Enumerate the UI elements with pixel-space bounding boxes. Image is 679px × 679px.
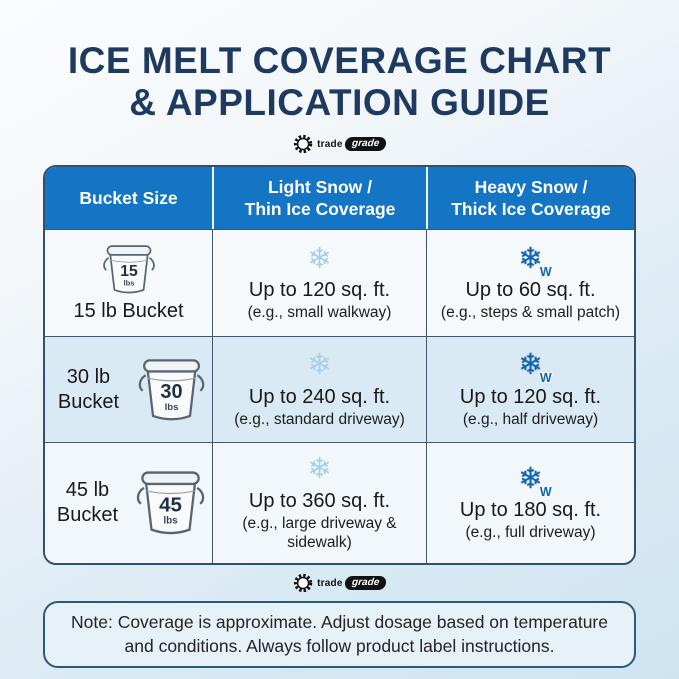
title-line-2: & APPLICATION GUIDE <box>129 82 550 124</box>
table-row-15lb <box>45 229 634 336</box>
table-row-30lb <box>45 336 634 442</box>
svg-text:30: 30 <box>160 380 183 403</box>
brand-logo-bottom <box>0 570 679 596</box>
brand-logo-top <box>0 131 679 157</box>
coverage-example: (e.g., standard driveway) <box>234 410 405 428</box>
coverage-example: (e.g., full driveway) <box>465 524 596 542</box>
coverage-value: Up to 120 sq. ft. <box>248 279 391 302</box>
table-row-45lb <box>45 442 634 563</box>
bucket-icon <box>101 243 157 296</box>
coverage-value: Up to 360 sq. ft. <box>248 489 391 512</box>
winter-w-mark: W <box>539 484 552 499</box>
logo-badge-grade: grade <box>344 576 387 590</box>
snowflake-heavy-icon: ❄ W <box>518 242 552 279</box>
heavy-snow-cell-45lb <box>426 443 634 563</box>
logo-text-trade: trade <box>317 138 343 150</box>
light-snow-cell-30lb <box>212 337 426 442</box>
coverage-value: Up to 180 sq. ft. <box>459 499 602 522</box>
bucket-cell-45lb <box>45 443 212 563</box>
light-snow-cell-45lb <box>212 443 426 563</box>
svg-text:lbs: lbs <box>164 401 179 413</box>
svg-text:45: 45 <box>159 493 182 517</box>
note-box <box>43 601 636 668</box>
col-header-heavy-snow: Heavy Snow / Thick Ice Coverage <box>426 167 634 229</box>
snowflake-heavy-icon: ❄ W <box>518 349 552 386</box>
bucket-label: 45 lb Bucket <box>56 479 119 527</box>
bucket-label: 15 lb Bucket <box>73 299 184 322</box>
heavy-snow-cell-30lb <box>426 337 634 442</box>
table-header-row <box>45 167 634 229</box>
col-header-bucket-size: Bucket Size <box>79 188 178 209</box>
svg-text:lbs: lbs <box>163 515 178 527</box>
coverage-example: (e.g., large driveway & sidewalk) <box>242 514 397 551</box>
heavy-snow-cell-15lb <box>426 230 634 336</box>
coverage-value: Up to 240 sq. ft. <box>248 385 391 408</box>
snowflake-light-icon: ❄ <box>307 453 332 486</box>
page-title <box>0 40 679 124</box>
bucket-cell-30lb <box>45 337 212 442</box>
logo-text-trade: trade <box>317 577 343 589</box>
title-line-1: ICE MELT COVERAGE CHART <box>67 40 612 81</box>
coverage-value: Up to 120 sq. ft. <box>459 385 602 408</box>
gear-icon <box>293 133 315 155</box>
col-header-light-snow: Light Snow / Thin Ice Coverage <box>212 167 426 229</box>
winter-w-mark: W <box>539 264 552 279</box>
coverage-example: (e.g., half driveway) <box>462 410 599 428</box>
bucket-cell-15lb <box>45 230 212 336</box>
bucket-icon <box>136 356 207 424</box>
coverage-table <box>43 165 636 565</box>
light-snow-cell-15lb <box>212 230 426 336</box>
bucket-icon <box>134 467 207 539</box>
svg-text:15: 15 <box>119 262 138 280</box>
note-text: Note: Coverage is approximate. Adjust dosage based on temperature and conditions. Always follow product label instructions. <box>71 612 608 656</box>
winter-w-mark: W <box>539 371 552 386</box>
snowflake-light-icon: ❄ <box>307 242 332 275</box>
gear-icon <box>293 572 315 594</box>
coverage-example: (e.g., small walkway) <box>247 304 392 322</box>
snowflake-light-icon: ❄ <box>307 349 332 382</box>
logo-badge-grade: grade <box>344 137 387 151</box>
bucket-label: 30 lb Bucket <box>57 365 120 413</box>
snowflake-heavy-icon: ❄ W <box>518 462 552 499</box>
coverage-value: Up to 60 sq. ft. <box>465 279 596 302</box>
svg-text:lbs: lbs <box>123 278 134 288</box>
coverage-example: (e.g., steps & small patch) <box>440 304 621 322</box>
